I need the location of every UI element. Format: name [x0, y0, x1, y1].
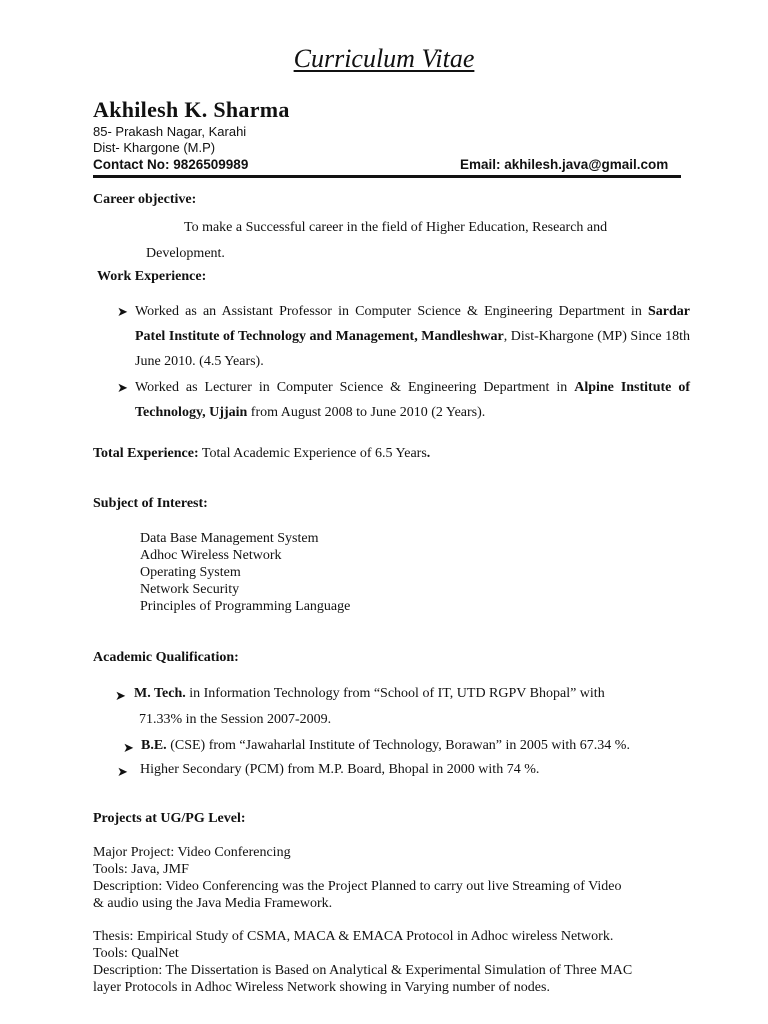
thesis-description-2: layer Protocols in Adhoc Wireless Network showing in Varying number of nodes. — [93, 980, 550, 995]
document-title: Curriculum Vitae — [293, 44, 475, 73]
arrow-bullet-icon: ➤ — [115, 688, 126, 703]
work-item-2-institute: Alpine Institute of Technology, Ujjain — [135, 380, 690, 420]
major-project-description-2: & audio using the Java Media Framework. — [93, 896, 333, 911]
total-experience-label: Total Experience: — [93, 446, 199, 461]
qualification-1-detail: in Information Technology from “School of IT, UTD RGPV Bhopal” with — [185, 686, 605, 701]
thesis-title: Thesis: Empirical Study of CSMA, MACA & EMACA Protocol in Adhoc wireless Network. — [93, 929, 614, 944]
list-item: Principles of Programming Language — [140, 599, 351, 614]
qualification-2-detail: (CSE) from “Jawaharlal Institute of Technology, Borawan” in 2005 with 67.34 %. — [166, 738, 630, 753]
work-item-1 — [135, 299, 690, 374]
candidate-name: Akhilesh K. Sharma — [93, 97, 290, 122]
total-experience — [93, 446, 430, 462]
major-project-description-1: Description: Video Conferencing was the Project Planned to carry out live Streaming of Video — [93, 879, 622, 894]
work-item-1-text-c: , Dist-Khargone (MP) Since 18th June 2010. (4.5 Years). — [135, 329, 690, 369]
work-item-2-text-a: Worked as Lecturer in Computer Science & Engineering Department in — [135, 380, 575, 395]
qualification-3: Higher Secondary (PCM) from M.P. Board, Bhopal in 2000 with 74 %. — [140, 762, 540, 777]
work-item-1-institute: Sardar Patel Institute of Technology and Management, Mandleshwar — [135, 304, 690, 344]
arrow-bullet-icon: ➤ — [117, 764, 128, 779]
major-project-tools: Tools: Java, JMF — [93, 862, 189, 877]
thesis-tools: Tools: QualNet — [93, 946, 179, 961]
subject-interest-heading: Subject of Interest: — [93, 496, 208, 511]
arrow-bullet-icon: ➤ — [117, 380, 128, 395]
qualification-2 — [141, 738, 630, 754]
qualification-1-degree: M. Tech. — [134, 686, 186, 701]
subject-interest-list — [140, 530, 350, 615]
qualification-2-degree: B.E. — [141, 738, 167, 753]
contact-number: Contact No: 9826509989 — [93, 157, 249, 172]
email-address: Email: akhilesh.java@gmail.com — [460, 157, 669, 172]
address-line-2: Dist- Khargone (M.P) — [93, 140, 216, 155]
arrow-bullet-icon: ➤ — [123, 740, 134, 755]
projects-heading: Projects at UG/PG Level: — [93, 811, 246, 826]
work-item-2 — [135, 375, 690, 425]
thesis-description-1: Description: The Dissertation is Based on Analytical & Experimental Simulation of Three MAC — [93, 963, 633, 978]
qualification-1-line-1 — [134, 686, 605, 702]
work-item-2-text-c: from August 2008 to June 2010 (2 Years). — [247, 405, 486, 420]
list-item: Adhoc Wireless Network — [140, 548, 282, 563]
address-line-1: 85- Prakash Nagar, Karahi — [93, 124, 247, 139]
career-objective-line-2: Development. — [146, 246, 225, 261]
total-experience-dot: . — [426, 446, 431, 461]
total-experience-value: Total Academic Experience of 6.5 Years — [198, 446, 427, 461]
thesis-block — [93, 928, 693, 996]
work-experience-heading: Work Experience: — [97, 269, 207, 284]
work-item-1-text-a: Worked as an Assistant Professor in Computer Science & Engineering Department in — [135, 304, 648, 319]
major-project-block — [93, 844, 693, 912]
list-item: Data Base Management System — [140, 531, 319, 546]
arrow-bullet-icon: ➤ — [117, 304, 128, 319]
career-objective-line-1: To make a Successful career in the field of Higher Education, Research and — [184, 220, 608, 235]
academic-heading: Academic Qualification: — [93, 650, 239, 665]
list-item: Network Security — [140, 582, 240, 597]
major-project-title: Major Project: Video Conferencing — [93, 845, 291, 860]
list-item: Operating System — [140, 565, 241, 580]
career-objective-heading: Career objective: — [93, 192, 197, 207]
qualification-1-line-2: 71.33% in the Session 2007-2009. — [139, 712, 332, 727]
header-divider — [93, 175, 681, 178]
